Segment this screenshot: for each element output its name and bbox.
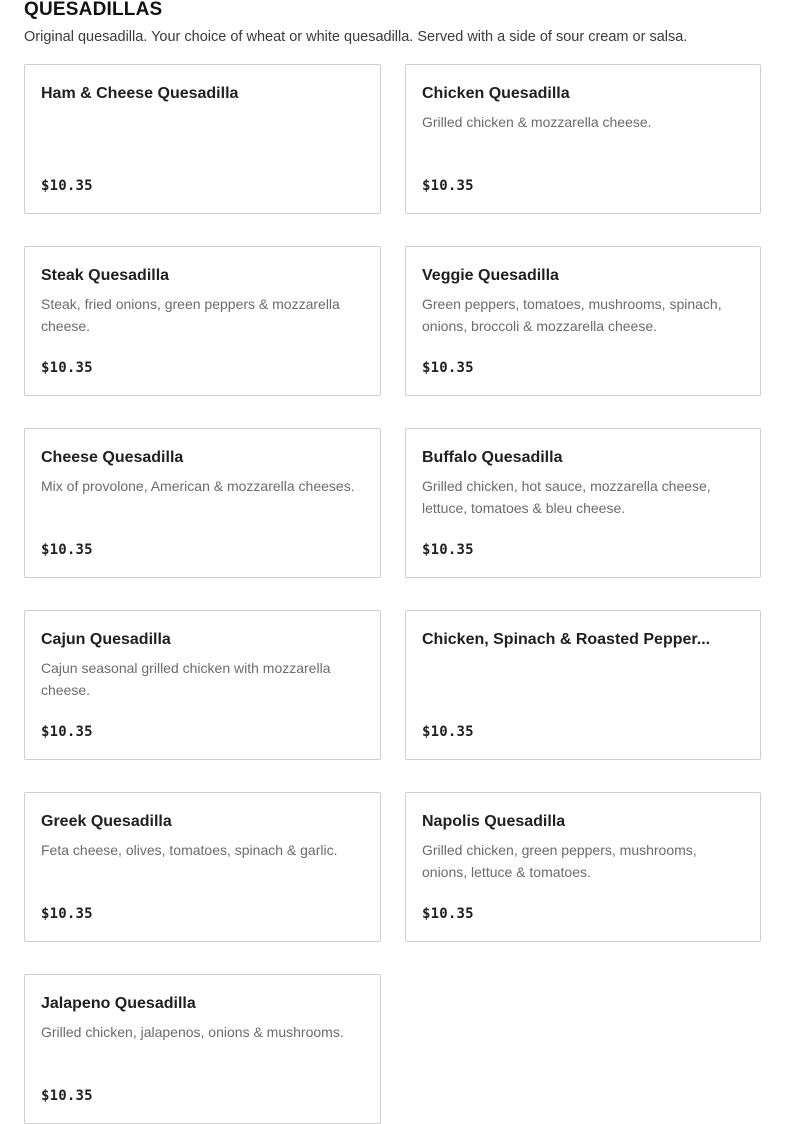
menu-item-description: Grilled chicken, green peppers, mushrooms, onions, lettuce & tomatoes. [422,842,697,880]
menu-item-description: Feta cheese, olives, tomatoes, spinach & garlic. [41,842,338,858]
menu-item-price: $10.35 [41,906,93,922]
menu-item-description: Green peppers, tomatoes, mushrooms, spinach, onions, broccoli & mozzarella cheese. [422,296,722,334]
menu-item-card[interactable] [24,610,381,760]
section-title: QUESADILLAS [24,0,163,20]
menu-item-card[interactable] [24,974,381,1124]
menu-item-name: Napolis Quesadilla [422,813,566,830]
menu-item-card[interactable] [405,246,761,396]
menu-item-card[interactable] [405,64,761,214]
menu-item-price: $10.35 [422,724,474,740]
menu-item-price: $10.35 [422,178,474,194]
menu-item-price: $10.35 [41,360,93,376]
menu-item-name: Veggie Quesadilla [422,267,559,284]
menu-item-name: Steak Quesadilla [41,267,170,284]
menu-item-name: Ham & Cheese Quesadilla [41,85,239,102]
menu-item-name: Jalapeno Quesadilla [41,995,196,1012]
menu-item-description: Grilled chicken, jalapenos, onions & mushrooms. [41,1024,344,1040]
menu-item-card[interactable] [405,428,761,578]
menu-item-name: Chicken Quesadilla [422,85,570,102]
menu-item-name: Buffalo Quesadilla [422,449,563,466]
menu-item-name: Cheese Quesadilla [41,449,184,466]
menu-item-card[interactable] [24,246,381,396]
menu-section-header [24,0,761,46]
menu-item-price: $10.35 [422,542,474,558]
menu-item-card[interactable] [24,428,381,578]
menu-item-description: Cajun seasonal grilled chicken with mozzarella cheese. [41,660,331,698]
menu-item-card[interactable] [24,64,381,214]
menu-item-name: Greek Quesadilla [41,813,172,830]
menu-item-description: Grilled chicken, hot sauce, mozzarella cheese, lettuce, tomatoes & bleu cheese. [422,478,711,516]
menu-item-price: $10.35 [41,1088,93,1104]
menu-item-card[interactable] [405,792,761,942]
menu-item-card[interactable] [405,610,761,760]
menu-item-name: Cajun Quesadilla [41,631,171,648]
menu-item-description: Mix of provolone, American & mozzarella cheeses. [41,478,355,494]
menu-item-description: Steak, fried onions, green peppers & mozzarella cheese. [41,296,340,334]
menu-item-card[interactable] [24,792,381,942]
menu-item-price: $10.35 [41,542,93,558]
menu-item-description: Grilled chicken & mozzarella cheese. [422,114,652,130]
menu-item-grid [24,64,761,1124]
menu-item-name: Chicken, Spinach & Roasted Pepper... [422,631,711,648]
menu-item-price: $10.35 [41,724,93,740]
section-description: Original quesadilla. Your choice of wheat or white quesadilla. Served with a side of sour cream or salsa. [24,29,688,45]
menu-item-price: $10.35 [41,178,93,194]
menu-item-price: $10.35 [422,360,474,376]
menu-item-price: $10.35 [422,906,474,922]
